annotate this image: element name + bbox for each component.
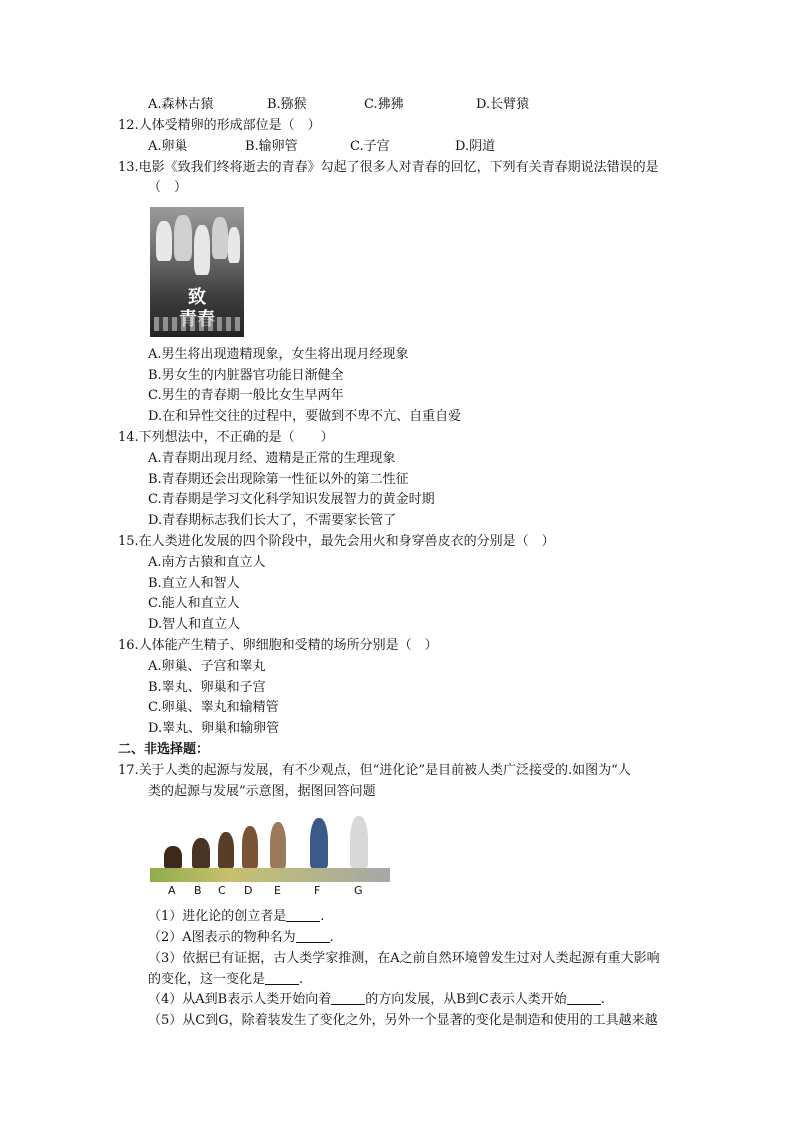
- q17-sub3-line1: （3）依据已有证据，古人类学家推测，在A之前自然环境曾发生过对人类起源有重大影响: [148, 951, 660, 966]
- answer-blank[interactable]: [296, 928, 330, 943]
- q11-option-d: D.长臂猿: [476, 97, 530, 112]
- section-title: 二、非选择题：: [118, 742, 210, 757]
- q13-option-b: B.男女生的内脏器官功能日渐健全: [148, 368, 344, 383]
- q11-option-c: C.狒狒: [364, 97, 404, 112]
- figure-label-g: G: [354, 884, 363, 897]
- answer-blank[interactable]: [265, 970, 299, 985]
- poster-title-top: 致: [188, 287, 206, 308]
- q14-option-a: A.青春期出现月经、遗精是正常的生理现象: [148, 451, 396, 466]
- q17-sub5: （5）从C到G，除着装发生了变化之外，另外一个显著的变化是制造和使用的工具越来越: [148, 1013, 658, 1028]
- q15-stem: 15.在人类进化发展的四个阶段中，最先会用火和身穿兽皮衣的分别是（ ）: [118, 534, 555, 549]
- movie-poster-image: [150, 207, 244, 337]
- q17-sub2-text: （2）A图表示的物种名为: [148, 930, 296, 945]
- q17-sub4: [148, 990, 605, 1010]
- figure-label-f: F: [314, 884, 321, 897]
- q17-stem: 17.关于人类的起源与发展，有不少观点，但“进化论”是目前被人类广泛接受的.如图为“人: [118, 763, 631, 778]
- figure-label-b: B: [194, 884, 202, 897]
- q17-sub1-text: （1）进化论的创立者是: [148, 909, 287, 924]
- q16-option-d: D.睾丸、卵巢和输卵管: [148, 721, 280, 736]
- q17-sub4-text-b: 的方向发展，从B到C表示人类开始: [365, 992, 567, 1007]
- q13-stem: 13.电影《致我们终将逝去的青春》勾起了很多人对青春的回忆，下列有关青春期说法错误的是: [118, 160, 659, 175]
- q14-option-b: B.青春期还会出现除第一性征以外的第二性征: [148, 472, 409, 487]
- q17-sub1: [148, 907, 324, 927]
- q14-option-d: D.青春期标志我们长大了，不需要家长管了: [148, 513, 397, 528]
- q15-option-d: D.智人和直立人: [148, 617, 241, 632]
- q15-option-b: B.直立人和智人: [148, 576, 240, 591]
- q17-sub4-end: .: [600, 992, 605, 1007]
- q13-option-d: D.在和异性交往的过程中，要做到不卑不亢、自重自爱: [148, 409, 462, 424]
- q13-option-c: C.男生的青春期一般比女生早两年: [148, 388, 344, 403]
- q16-option-b: B.睾丸、卵巢和子宫: [148, 680, 266, 695]
- q16-option-a: A.卵巢、子宫和睾丸: [148, 659, 266, 674]
- q16-stem: 16.人体能产生精子、卵细胞和受精的场所分别是（ ）: [118, 638, 438, 653]
- q17-sub2: [148, 928, 334, 948]
- q17-sub3-text: 的变化，这一变化是: [148, 972, 266, 987]
- q15-option-c: C.能人和直立人: [148, 596, 240, 611]
- q14-stem: 14.下列想法中，不正确的是（ ）: [118, 430, 334, 445]
- figure-label-e: E: [274, 884, 281, 897]
- q17-stem-cont: 类的起源与发展”示意图，据图回答问题: [148, 784, 376, 799]
- q17-sub3-line2: [148, 970, 303, 990]
- q16-option-c: C.卵巢、睾丸和输精管: [148, 700, 279, 715]
- figure-label-a: A: [168, 884, 176, 897]
- q11-option-a: A.森林古猿: [148, 97, 214, 112]
- q13-option-a: A.男生将出现遗精现象，女生将出现月经现象: [148, 347, 409, 362]
- q14-option-c: C.青春期是学习文化科学知识发展智力的黄金时期: [148, 492, 435, 507]
- q15-option-a: A.南方古猿和直立人: [148, 555, 266, 570]
- figure-label-d: D: [244, 884, 253, 897]
- figure-label-c: C: [218, 884, 226, 897]
- q12-option-a: A.卵巢: [148, 139, 188, 154]
- q17-sub2-end: .: [329, 930, 334, 945]
- q12-option-c: C.子宫: [350, 139, 390, 154]
- q12-option-b: B.输卵管: [245, 139, 298, 154]
- q17-sub1-end: .: [320, 909, 325, 924]
- q17-sub3-end: .: [299, 972, 304, 987]
- q17-sub4-text-a: （4）从A到B表示人类开始向着: [148, 992, 332, 1007]
- human-evolution-figure: [150, 812, 390, 898]
- q12-stem: 12.人体受精卵的形成部位是（ ）: [118, 118, 321, 133]
- answer-blank[interactable]: [331, 990, 365, 1005]
- q12-option-d: D.阴道: [455, 139, 496, 154]
- q13-stem-bracket: （ ）: [148, 180, 188, 195]
- answer-blank[interactable]: [286, 907, 320, 922]
- q11-option-b: B.猕猴: [267, 97, 307, 112]
- answer-blank[interactable]: [567, 990, 601, 1005]
